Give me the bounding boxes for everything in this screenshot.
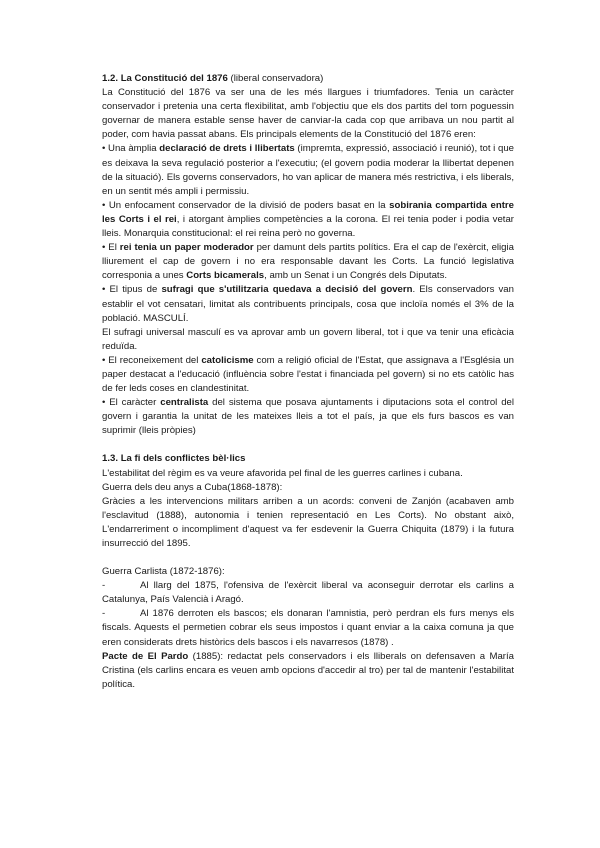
pact-el-pardo [102,650,514,692]
cuba-war-paragraph: Gràcies a les intervencions militars arriben a un acords: conveni de Zanjón (acabaven amb l'esclavitud (1888), autonomia i tenien representació en Les Corts). No obstant això, L'endarreriment o incompliment d'aquest va fer esdevenir la Guerra Chiquita (1879) i la futura insurrecció del 1895. [102,495,514,549]
paragraph-stability: L'estabilitat del règim es va veure afavorida pel final de les guerres carlines i cubana. [102,467,463,479]
bullet-bold: centralista [160,397,209,409]
intro-paragraph: La Constitució del 1876 va ser una de les més llargues i triumfadores. Tenia un caràcter conservador i pretenia una certa flexibilitat, amb l'objectiu que els dos partits del torn poguessin governar de manera estable sense haver de canviar-la cada cop que arribava un nou partit al poder, com havia passat abans. Els principals elements de la Constitució del 1876 eren: [102,87,514,141]
bullet-bold: sobirania compartida entre les Corts i el rei [102,199,514,225]
paragraph-suffrage: El sufragi universal masculí es va aprovar amb un govern liberal, tot i que va tenir una eficàcia reduïda. [102,326,514,352]
bullet-rights [102,142,514,198]
section-spacer [102,438,514,452]
bullet-bold: catolicisme [201,354,254,366]
heading-title: La fi dels conflictes bèl·lics [120,453,246,465]
bullet-text: • Un enfocament conservador de la divisió de poders basat en la [102,199,390,211]
cuba-war-title: Guerra dels deu anys a Cuba(1868-1878): [102,481,283,493]
bullet-bold: rei tenia un paper moderador [119,242,254,254]
carlist-war-title: Guerra Carlista (1872-1876): [102,566,225,578]
bullet-text: com a religió oficial de l'Estat, que assignava a l'Església un paper destacat a l'educació (influència sobre l'estat i financiada pel govern) si no ets catòlic has de fer leds coses en clandestinitat. [102,354,515,395]
bullet-centralism [102,396,514,438]
bullet-text: • El [102,242,120,254]
dash-item-text: Al 1876 derroten els bascos; els donaran l'amnistia, però perdran els furs menys els fiscals. Aquests el permetien cobrar els seus impostos i quant enviar a la caixa comuna ja que eren considerats drets històrics dels bascos i els navarresos (1878) . [102,608,514,648]
bullet-text: • El tipus de [102,284,162,296]
bullet-king [102,241,514,283]
section-heading-1-3 [102,452,514,466]
dash-marker: - [102,580,106,592]
pact-title: Pacte de El Pardo [102,650,189,662]
section-spacer [102,551,514,565]
heading-subtitle: (liberal conservadora) [230,73,324,84]
bullet-suffrage [102,283,514,325]
bullet-text: (impremta, expressió, associació i reunió), tot i que es deixava la seva regulació posterior a l'executiu; (el govern podia moderar la llibertat depenen de la situació). Els governs conservadors, ho van aplicar de manera més restrictiva, i els liberals, en un sentit més ampli i permissiu. [102,143,514,197]
document-page [102,72,514,692]
bullet-bold: sufragi que s'utilitzaria quedava a decisió del govern [161,284,413,296]
dash-marker: - [102,608,106,620]
heading-number: 1.2. [102,73,119,84]
pact-text: (1885): redactat pels conservadors i els lliberals on defensaven a María Cristina (els carlins encara es veuen amb opcions d'accedir al tro) per tal de mantenir l'estabilitat política. [102,650,514,690]
bullet-text: • El reconeixement del [102,354,202,366]
heading-number: 1.3. [102,453,119,465]
dash-item-1875 [102,579,514,607]
bullet-bold: Corts bicamerals [186,270,265,282]
bullet-text: , i atorgant àmplies competències a la corona. El rei tenia poder i podia vetar lleis. Monarquia constitucional: el rei reina però no governa. [102,213,515,240]
bullet-text: • Una àmplia [102,143,160,155]
dash-item-1876 [102,607,514,649]
bullet-text: • El caràcter [102,397,161,409]
bullet-sovereignty [102,199,514,241]
bullet-text: del sistema que posava ajuntaments i diputacions sota el control del govern i garantia la unitat de les mateixes lleis a tot el país, ja que els furs bascos es van suprimir (lleis pròpies) [102,397,514,437]
section-heading-1-2 [102,72,514,86]
bullet-catholicism [102,354,514,396]
heading-title: La Constitució del 1876 [120,73,228,84]
dash-item-text: Al llarg del 1875, l'ofensiva de l'exèrcit liberal va aconseguir derrotar els carlins a Catalunya, País Valencià i Aragó. [102,580,514,606]
bullet-text: . Els conservadors van establir el vot censatari, limitat als contribuents principals, cosa que incloïa només el 3% de la població. MASCULÍ. [102,284,514,324]
bullet-bold: declaració de drets i llibertats [159,143,295,155]
bullet-text: per damunt dels partits polítics. Era el cap de l'exèrcit, eligia lliurement el cap de govern i no era responsable davant les Corts. La funció legislativa corresponia a unes [102,242,514,282]
bullet-text: , amb un Senat i un Congrés dels Diputats. [264,270,448,282]
